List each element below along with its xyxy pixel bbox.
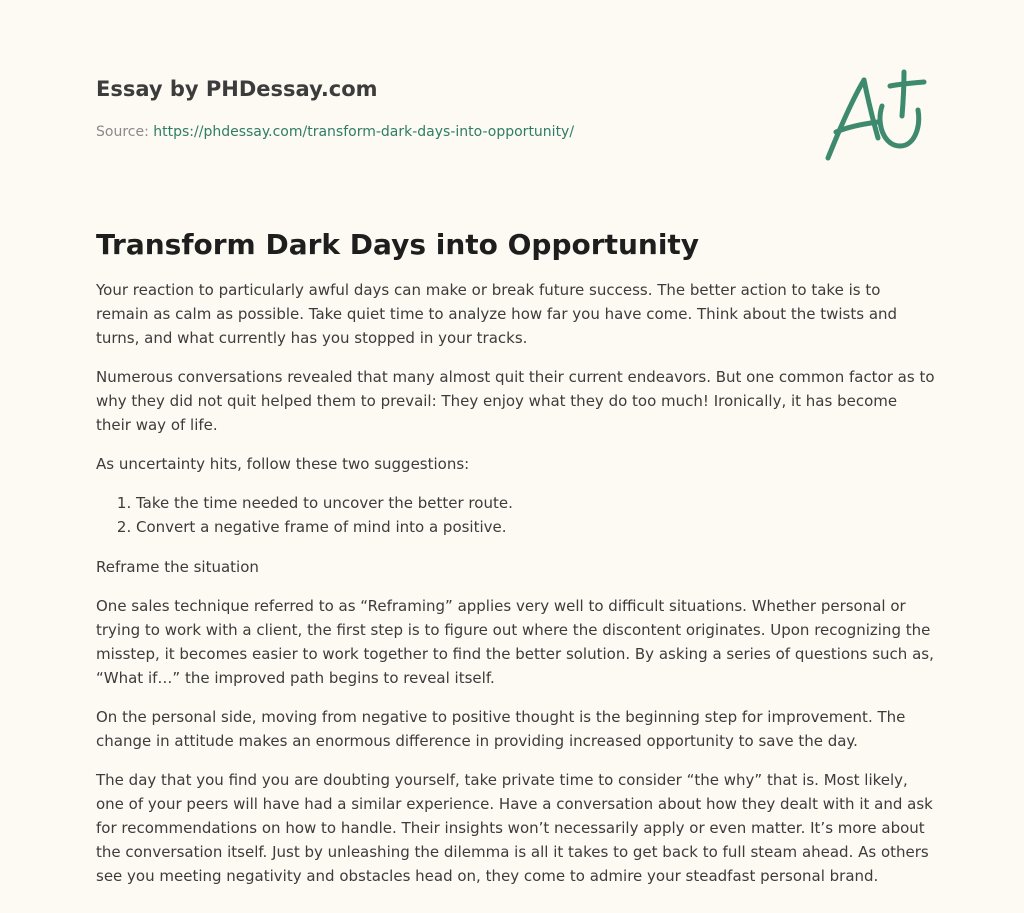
paragraph-2: Numerous conversations revealed that many almost quit their current endeavors. But one common factor as to why they did not quit helped them to prevail: They enjoy what they do too much! Ironically, it has become their way of life.	[96, 368, 935, 434]
paragraph-3: As uncertainty hits, follow these two suggestions:	[96, 455, 470, 473]
section-subheading: Reframe the situation	[96, 558, 259, 576]
source-label: Source:	[96, 124, 149, 140]
paragraph-1: Your reaction to particularly awful days can make or break future success. The better action to take is to remain as calm as possible. Take quiet time to analyze how far you have come. Think about the twists and turns, and what currently has you stopped in your tracks.	[96, 281, 898, 347]
paragraph-6: The day that you find you are doubting yourself, take private time to consider “the why” that is. Most likely, one of your peers will have had a similar experience. Have a conversation about how they dealt with it and ask for recommendations on how to handle. Their insights won’t necessarily apply or even matter. It’s more about the conversation itself. Just by unleashing the dilemma is all it takes to get back to full steam ahead. As others see you meeting negativity and obstacles head on, they come to admire your steadfast personal brand.	[96, 771, 933, 885]
a-plus-logo	[818, 66, 930, 166]
paragraph-4: One sales technique referred to as “Reframing” applies very well to difficult situations. Whether personal or trying to work with a client, the first step is to figure out where the discontent originates. Upon recognizing the misstep, it becomes easier to work together to find the better solution. By asking a series of questions such as, “What if…” the improved path begins to reveal itself.	[96, 597, 934, 687]
site-brand: Essay by PHDessay.com	[96, 77, 378, 101]
list-item: 2. Convert a negative frame of mind into a positive.	[136, 515, 936, 539]
suggestion-list	[96, 491, 936, 539]
list-item: 1. Take the time needed to uncover the better route.	[136, 491, 936, 515]
source-line	[96, 122, 796, 142]
page-header	[96, 74, 796, 142]
article-title: Transform Dark Days into Opportunity	[96, 228, 700, 261]
article	[96, 226, 936, 903]
paragraph-5: On the personal side, moving from negative to positive thought is the beginning step for improvement. The change in attitude makes an enormous difference in providing increased opportunity to save the day.	[96, 708, 906, 750]
source-link[interactable]: https://phdessay.com/transform-dark-days-into-opportunity/	[153, 124, 575, 140]
